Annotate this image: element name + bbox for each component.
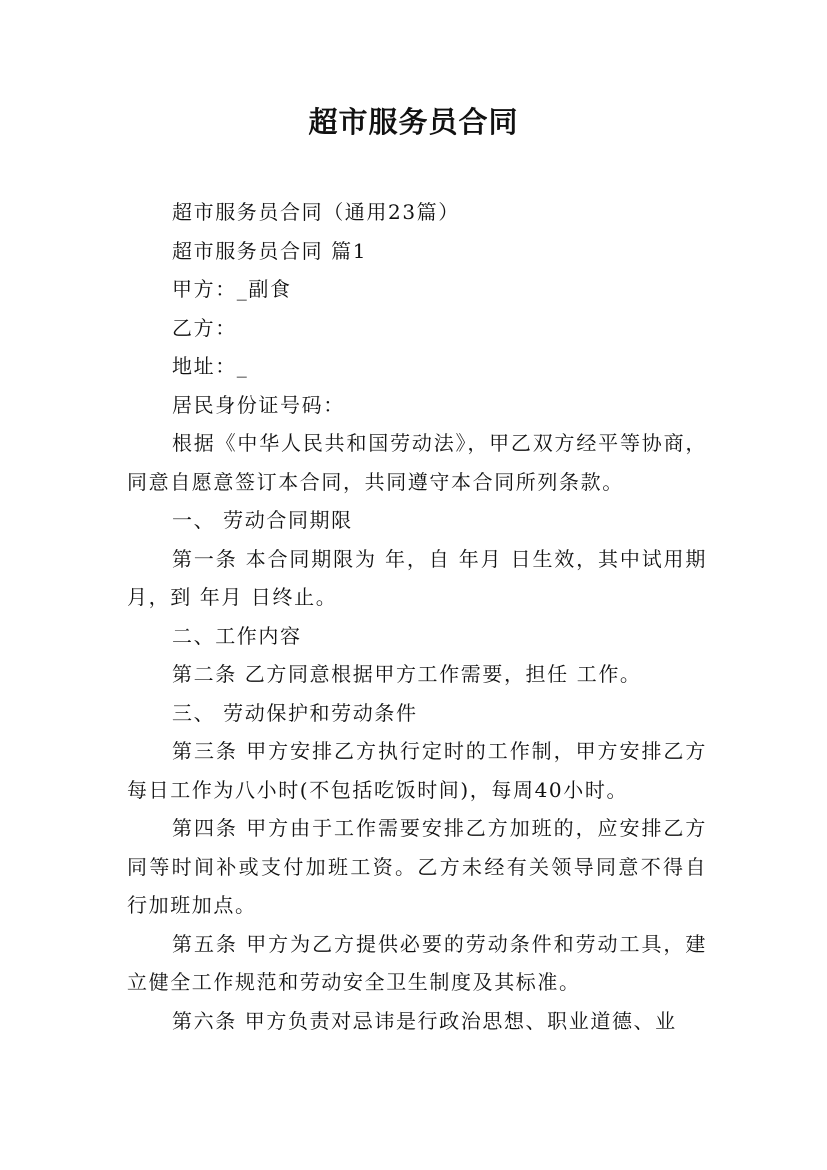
paragraph-heading-2: 二、工作内容 [172,623,302,648]
paragraph-party-a: 甲方：_副食 [172,277,292,301]
paragraph-address: 地址：_ [172,354,249,378]
paragraph-article-2: 第二条 乙方同意根据甲方工作需要，担任 工作。 [172,662,642,686]
paragraph-party-b: 乙方： [172,315,237,340]
paragraph-section-heading: 超市服务员合同 篇1 [172,238,368,263]
paragraph-article-4: 第四条 甲方由于工作需要安排乙方加班的，应安排乙方同等时间补或支付加班工资。乙方未经有关领导同意不得自行加班加点。 [127,816,707,917]
paragraph-id-number: 居民身份证号码： [172,392,345,417]
paragraph-article-1: 第一条 本合同期限为 年，自 年月 日生效，其中试用期 月，到 年月 日终止。 [127,546,707,609]
paragraph-heading-1: 一、 劳动合同期限 [172,508,353,532]
document-title: 超市服务员合同 [308,105,519,139]
paragraph-heading-3: 三、 劳动保护和劳动条件 [172,700,418,725]
paragraph-article-6: 第六条 甲方负责对忌讳是行政治思想、职业道德、业 [172,1008,677,1033]
paragraph-article-3: 第三条 甲方安排乙方执行定时的工作制，甲方安排乙方每日工作为八小时(不包括吃饭时间)，每周40小时。 [127,739,707,802]
paragraph-subtitle: 超市服务员合同（通用23篇） [172,200,460,224]
paragraph-article-5: 第五条 甲方为乙方提供必要的劳动条件和劳动工具，建立健全工作规范和劳动安全卫生制度及其标准。 [127,931,707,994]
document-body [127,193,707,1040]
paragraph-preamble: 根据《中华人民共和国劳动法》，甲乙双方经平等协商，同意自愿意签订本合同，共同遵守本合同所列条款。 [127,431,707,494]
